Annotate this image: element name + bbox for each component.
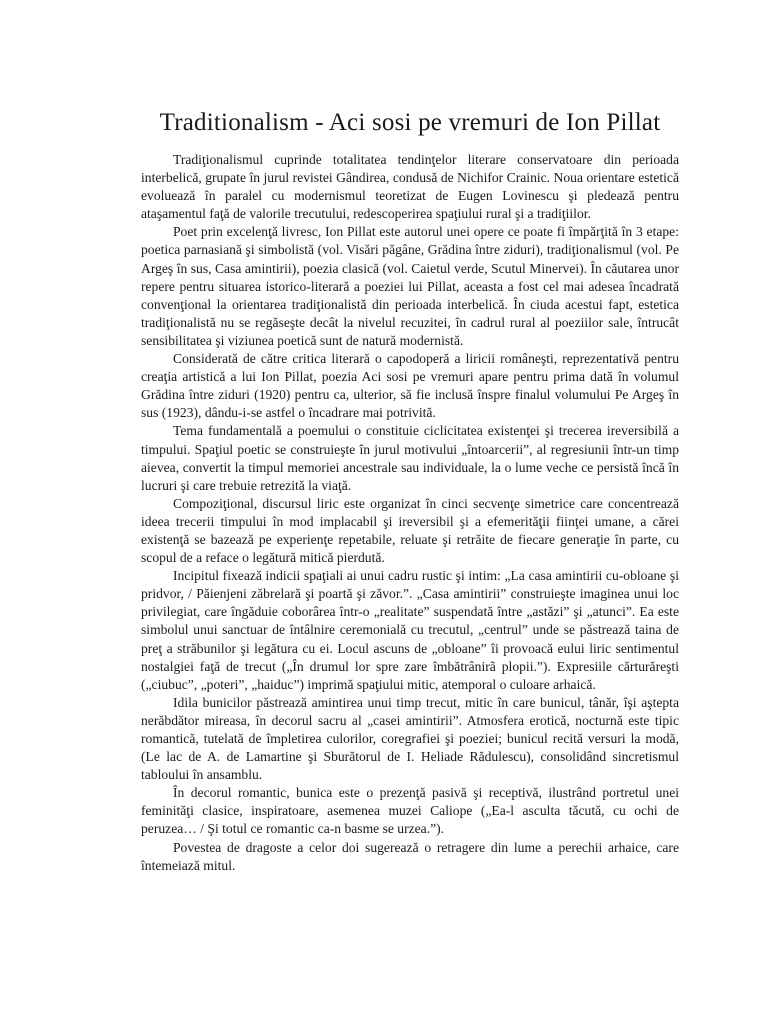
paragraph-poet-stages: Poet prin excelenţă livresc, Ion Pillat este autorul unei opere ce poate fi împărţită în 3 etape: poetica parnasiană şi simbolistă (vol. Visări păgâne, Grădina între ziduri), tradiţionalismul (vol. Pe Argeş în sus, Casa amintirii), poezia clasică (vol. Caietul verde, Scutul Minervei). În căutarea unor repere pentru situarea istorico-literară a poeziei lui Pillat, aceasta a fost cel mai adesea încadrată convenţional la orientarea tradiţionalistă din perioada interbelică. În ciuda acestui fapt, estetica tradiţionalistă nu se regăseşte decât la nivelul recuzitei, în cadrul rural al poeziilor sale, întrucât sensibilitatea şi viziunea poetică sunt de natură modernistă.: [141, 224, 679, 348]
paragraph-love-story: Povestea de dragoste a celor doi sugerează o retragere din lume a perechii arhaice, care întemeiază mitul.: [141, 839, 679, 873]
paragraph-composition: Compoziţional, discursul liric este organizat în cinci secvenţe simetrice care concentrează ideea trecerii timpului în mod implacabil şi ireversibil şi a efemerităţii fiinţei umane, a cărei existenţă se bazează pe experienţe repetabile, reluate şi retrăite de fiecare generaţie în parte, cu scopul de a reface o legătură mitică pierdută.: [141, 495, 679, 566]
paragraph-masterpiece: Considerată de către critica literară o capodoperă a liricii româneşti, reprezentativă pentru creaţia artistică a lui Ion Pillat, poezia Aci sosi pe vremuri apare pentru prima dată în volumul Grădina între ziduri (1920) pentru ca, ulterior, să fie inclusă înspre finalul volumului Pe Argeş în sus (1923), dându-i-se astfel o încadrare mai potrivită.: [141, 351, 679, 421]
paragraph-grandmother: În decorul romantic, bunica este o prezenţă pasivă şi receptivă, ilustrând portretul unei feminităţi clasice, inspiratoare, asemenea muzei Caliope („Ea-l asculta tăcută, cu ochi de peruzea… / Şi totul ce romantic ca-n basme se urzea.”).: [141, 785, 679, 837]
document-title: Traditionalism - Aci sosi pe vremuri de Ion Pillat: [159, 109, 661, 136]
paragraph-traditionalism-definition: Tradiţionalismul cuprinde totalitatea tendinţelor literare conservatoare din perioada interbelică, grupate în jurul revistei Gândirea, condusă de Nichifor Crainic. Noua orientare estetică evoluează în paralel cu modernismul teoretizat de Eugen Lovinescu şi pledează pentru ataşamentul faţă de valorile trecutului, redescoperirea spaţiului rural şi a tradiţiilor.: [141, 152, 679, 222]
paragraph-incipit: Incipitul fixează indicii spaţiali ai unui cadru rustic şi intim: „La casa amintirii cu-obloane şi pridvor, / Păienjeni zăbrelară şi poartă şi zăvor.”. „Casa amintirii” construieşte imaginea unui loc privilegiat, care îngăduie coborârea într-o „realitate” suspendată între „astăzi” şi „atunci”. Ea este simbolul unui sanctuar de întâlnire ceremonială cu trecutul, „centrul” unde se păstrează taina de preţ a străbunilor şi legătura cu ei. Locul ascuns de „obloane” îi provoacă eului liric sentimentul nostalgiei faţă de trecut („În drumul lor spre zare îmbătrânirã plopii.”). Expresiile cărturăreşti („ciubuc”, „poteri”, „haiduc”) imprimă spaţiului mitic, atemporal o culoare arhaică.: [141, 568, 679, 692]
paragraph-theme: Tema fundamentală a poemului o constituie ciclicitatea existenţei şi trecerea ireversibilă a timpului. Spaţiul poetic se construieşte în jurul motivului „întoarcerii”, al regresiunii într-un timp aievea, convertit la timpul memoriei ancestrale sau individuale, la o lume veche ce persistă încă în lucruri şi care trebuie retrezită la viaţă.: [141, 423, 679, 493]
document-page: [141, 106, 679, 875]
paragraph-grandparents-idyll: Idila bunicilor păstrează amintirea unui timp trecut, mitic în care bunicul, tânăr, îşi aştepta nerăbdător mireasa, în decorul sacru al „casei amintirii”. Atmosfera erotică, nocturnă este tipic romantică, tutelată de împletirea culorilor, coregrafiei şi poeziei; bunicul recită versuri la modă, (Le lac de A. de Lamartine şi Sburătorul de I. Heliade Rădulescu), consolidând sincretismul tabloului în ansamblu.: [141, 694, 679, 783]
